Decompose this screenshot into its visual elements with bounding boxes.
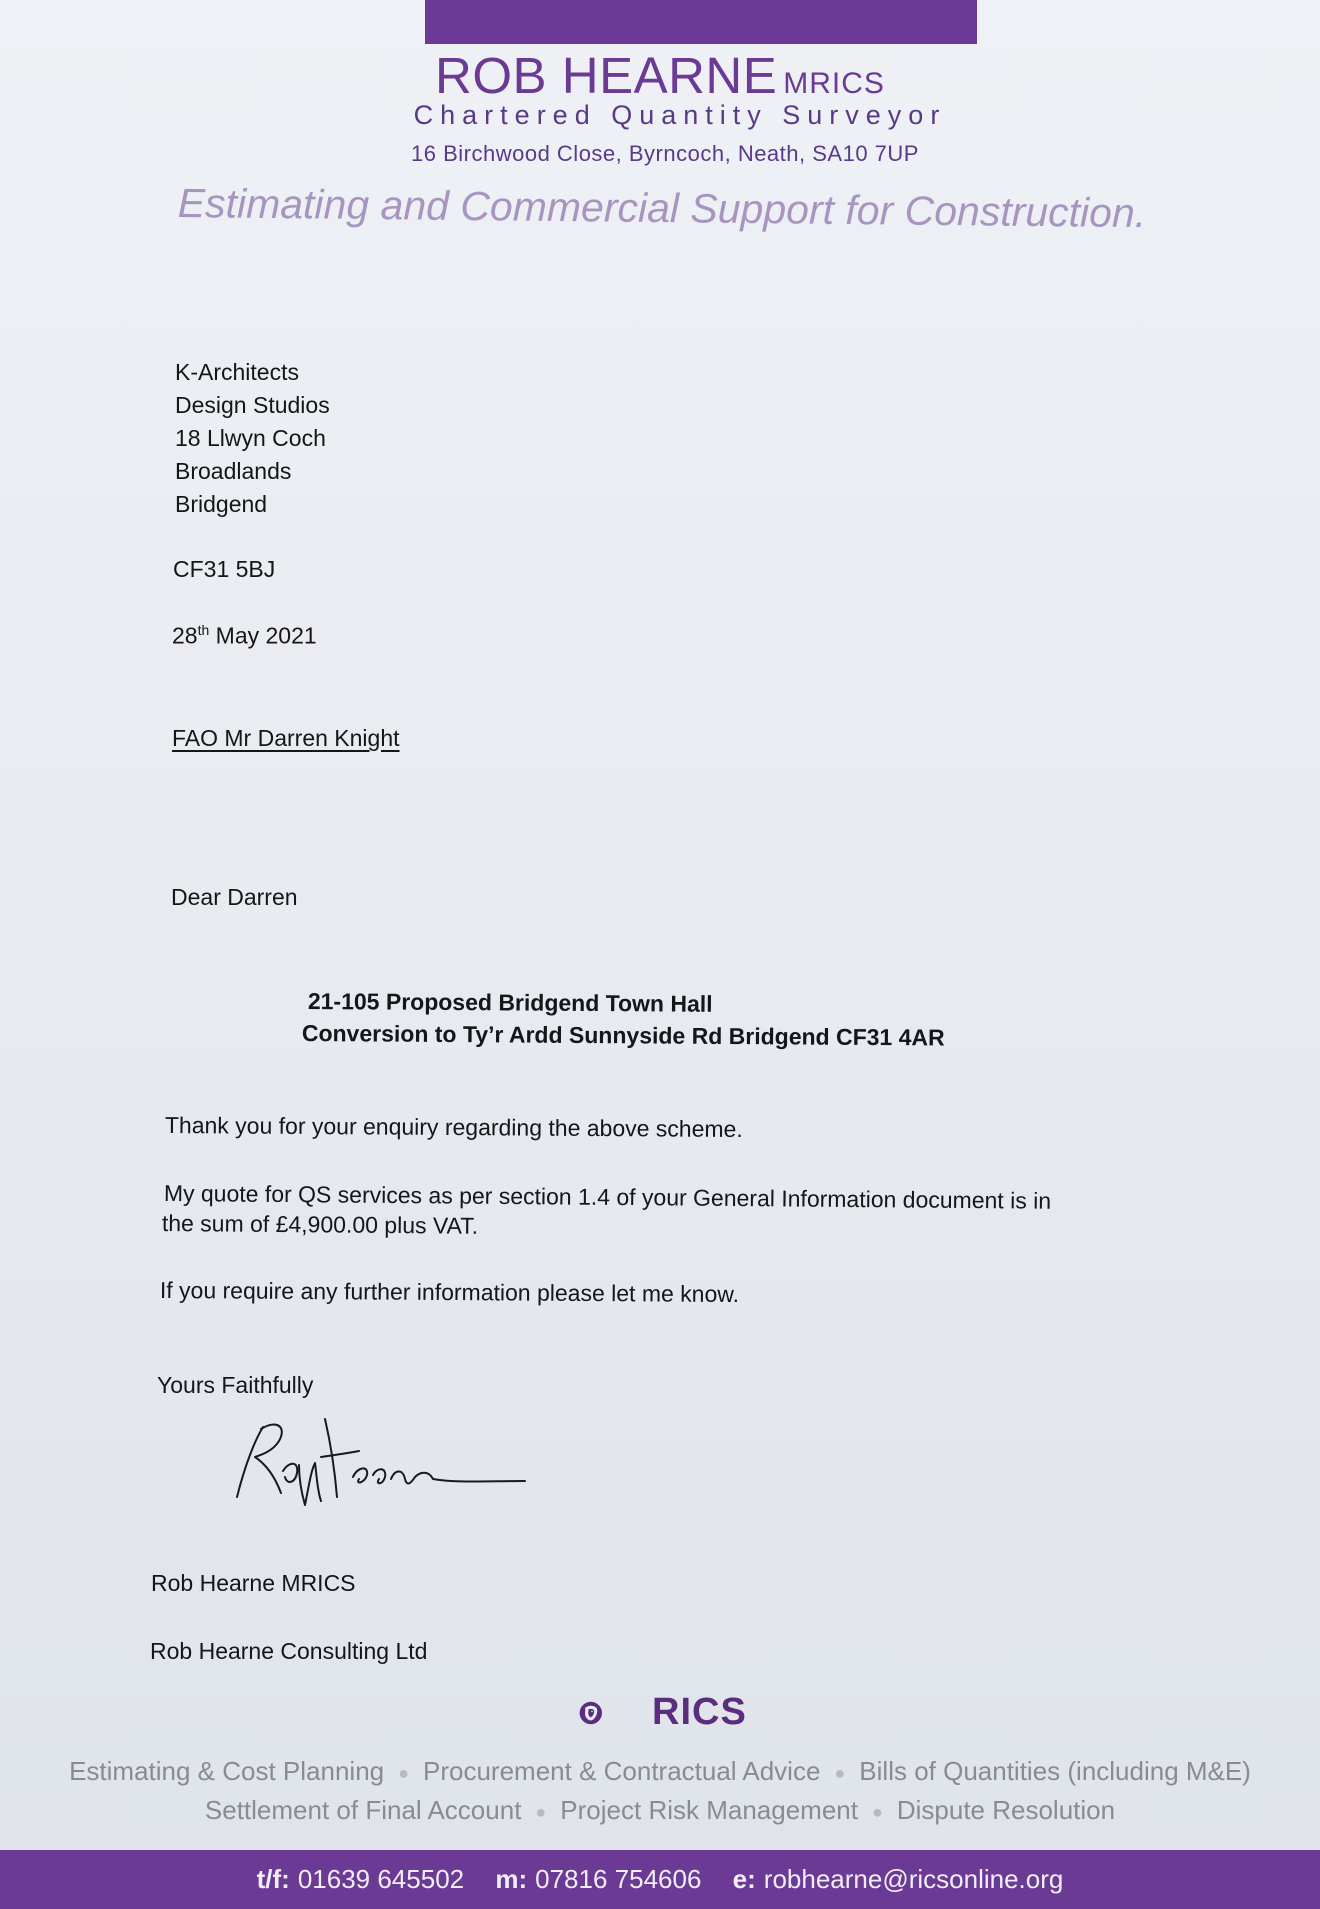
letterhead-name-text: ROB HEARNE xyxy=(435,47,778,104)
rics-logo xyxy=(578,1680,648,1746)
services-row-2 xyxy=(0,1795,1320,1826)
service-item: Estimating & Cost Planning xyxy=(69,1756,385,1786)
service-item: Dispute Resolution xyxy=(896,1795,1116,1825)
body-paragraph-1: Thank you for your enquiry regarding the above scheme. xyxy=(164,1112,743,1143)
signatory-name: Rob Hearne MRICS xyxy=(151,1570,356,1596)
rics-logo-text: RICS xyxy=(652,1691,747,1733)
phone-number: 01639 645502 xyxy=(297,1864,465,1894)
body-paragraph-3: If you require any further information please let me know. xyxy=(159,1277,740,1308)
separator-dot: ● xyxy=(834,1762,846,1783)
letterhead-role: Chartered Quantity Surveyor xyxy=(413,100,947,130)
closing: Yours Faithfully xyxy=(157,1372,314,1398)
subject-line-2: Conversion to Ty’r Ardd Sunnyside Rd Bridgend CF31 4AR xyxy=(301,1020,945,1051)
service-item: Project Risk Management xyxy=(560,1795,858,1825)
recipient-postcode: CF31 5BJ xyxy=(173,556,276,582)
body-paragraph-2-line-2: the sum of £4,900.00 plus VAT. xyxy=(161,1210,479,1239)
letterhead-tagline: Estimating and Commercial Support for Construction. xyxy=(177,180,1147,237)
subject-line-1: 21-105 Proposed Bridgend Town Hall xyxy=(307,988,713,1017)
body-paragraph-2-line-1: My quote for QS services as per section 1.4 of your General Information document is in xyxy=(163,1180,1052,1214)
signatory-company: Rob Hearne Consulting Ltd xyxy=(150,1638,428,1664)
mobile-label: m: xyxy=(495,1864,528,1894)
phone-label: t/f: xyxy=(256,1864,290,1894)
mobile-number: 07816 754606 xyxy=(535,1864,702,1894)
recipient-line: Bridgend xyxy=(175,491,268,517)
recipient-line: Broadlands xyxy=(175,458,292,484)
service-item: Procurement & Contractual Advice xyxy=(423,1756,821,1786)
email-label: e: xyxy=(732,1864,756,1894)
separator-dot: ● xyxy=(398,1762,409,1783)
footer-contacts xyxy=(0,1864,1320,1895)
letterhead-address: 16 Birchwood Close, Byrncoch, Neath, SA10 7UP xyxy=(411,141,919,166)
signature-image xyxy=(225,1405,535,1515)
services-row-1 xyxy=(0,1756,1320,1787)
separator-dot: ● xyxy=(871,1801,883,1822)
date-day-suffix: th xyxy=(197,622,210,638)
lion-head-icon xyxy=(580,1702,602,1724)
letterhead-name-suffix: MRICS xyxy=(783,67,885,100)
service-item: Bills of Quantities (including M&E) xyxy=(859,1756,1251,1786)
date-day: 28 xyxy=(172,622,198,649)
email-address: robhearne@ricsonline.org xyxy=(763,1864,1064,1894)
footer-contact-bar xyxy=(0,1850,1320,1909)
date-rest: May 2021 xyxy=(209,622,317,649)
recipient-line: K-Architects xyxy=(175,359,299,385)
salutation: Dear Darren xyxy=(171,884,298,910)
service-item: Settlement of Final Account xyxy=(204,1795,522,1825)
fao-line: FAO Mr Darren Knight xyxy=(172,725,400,751)
recipient-line: 18 Llwyn Coch xyxy=(175,425,326,451)
separator-dot: ● xyxy=(535,1801,547,1822)
letter-date xyxy=(172,622,317,650)
recipient-line: Design Studios xyxy=(175,392,330,418)
